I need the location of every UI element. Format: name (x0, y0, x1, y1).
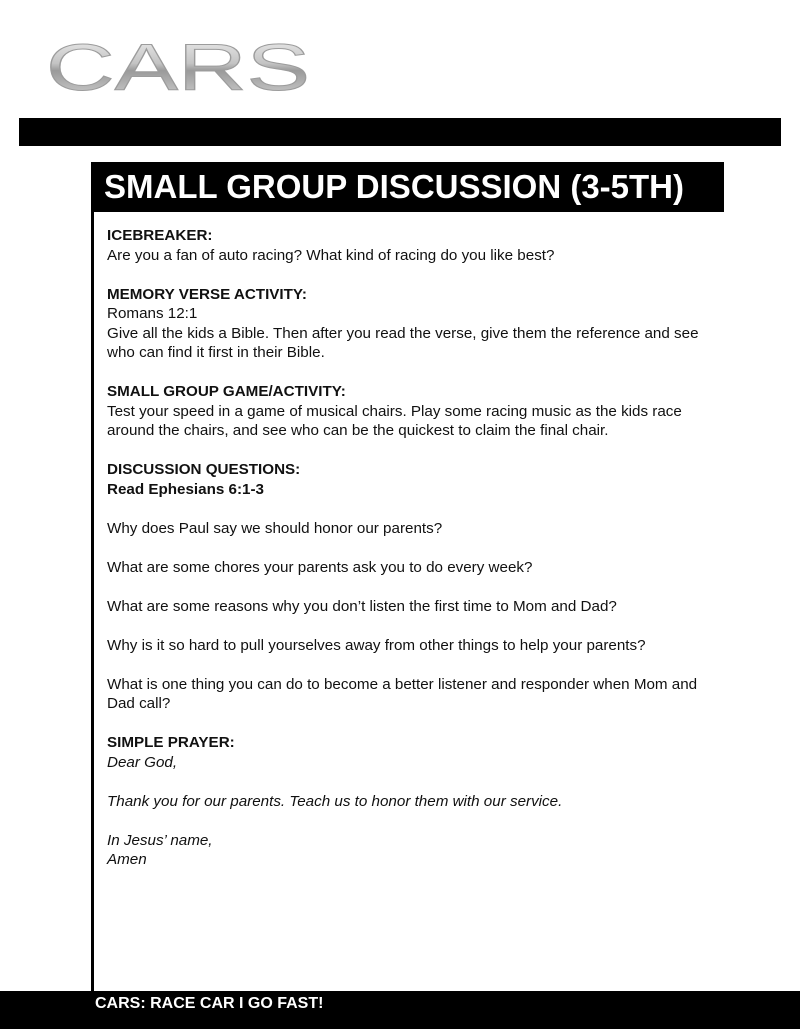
discussion-question: Why does Paul say we should honor our parents? (107, 519, 443, 537)
discussion-question: What are some chores your parents ask you to do every week? (107, 558, 533, 576)
discussion-content (107, 226, 727, 889)
game-text: Test your speed in a game of musical chairs. Play some racing music as the kids race around the chairs, and see who can be the quickest to claim the final chair. (107, 402, 682, 439)
prayer-amen: Amen (107, 851, 147, 868)
footer-text: CARS: RACE CAR I GO FAST! (95, 995, 324, 1012)
discussion-heading: DISCUSSION QUESTIONS: (107, 461, 301, 478)
memory-verse-reference: Romans 12:1 (107, 305, 198, 322)
prayer-greeting: Dear God, (107, 753, 178, 771)
discussion-question: What are some reasons why you don’t listen the first time to Mom and Dad? (107, 597, 617, 615)
discussion-question: Why is it so hard to pull yourselves away from other things to help your parents? (107, 636, 646, 654)
top-divider-bar (19, 118, 781, 146)
prayer-heading: SIMPLE PRAYER: (107, 734, 235, 751)
cars-logo (44, 30, 314, 100)
icebreaker-heading: ICEBREAKER: (107, 227, 213, 244)
discussion-question: What is one thing you can do to become a better listener and responder when Mom and Dad call? (107, 675, 698, 712)
memory-verse-section (107, 285, 727, 363)
content-left-rule (91, 162, 94, 992)
discussion-reading: Read Ephesians 6:1-3 (107, 480, 264, 498)
prayer-section (107, 733, 727, 870)
footer-bar (0, 991, 800, 1029)
prayer-body: Thank you for our parents. Teach us to honor them with our service. (107, 792, 563, 810)
memory-verse-text: Give all the kids a Bible. Then after you read the verse, give them the reference and see who can find it first in their Bible. (107, 324, 699, 361)
page-title: SMALL GROUP DISCUSSION (3-5TH) (92, 162, 724, 212)
icebreaker-section (107, 226, 727, 265)
icebreaker-text: Are you a fan of auto racing? What kind of racing do you like best? (107, 246, 555, 264)
game-section (107, 382, 727, 441)
prayer-closing: In Jesus’ name, (107, 831, 213, 849)
cars-logo-text: CARS (46, 30, 310, 100)
discussion-section (107, 460, 727, 714)
game-heading: SMALL GROUP GAME/ACTIVITY: (107, 383, 346, 400)
memory-verse-heading: MEMORY VERSE ACTIVITY: (107, 285, 307, 303)
